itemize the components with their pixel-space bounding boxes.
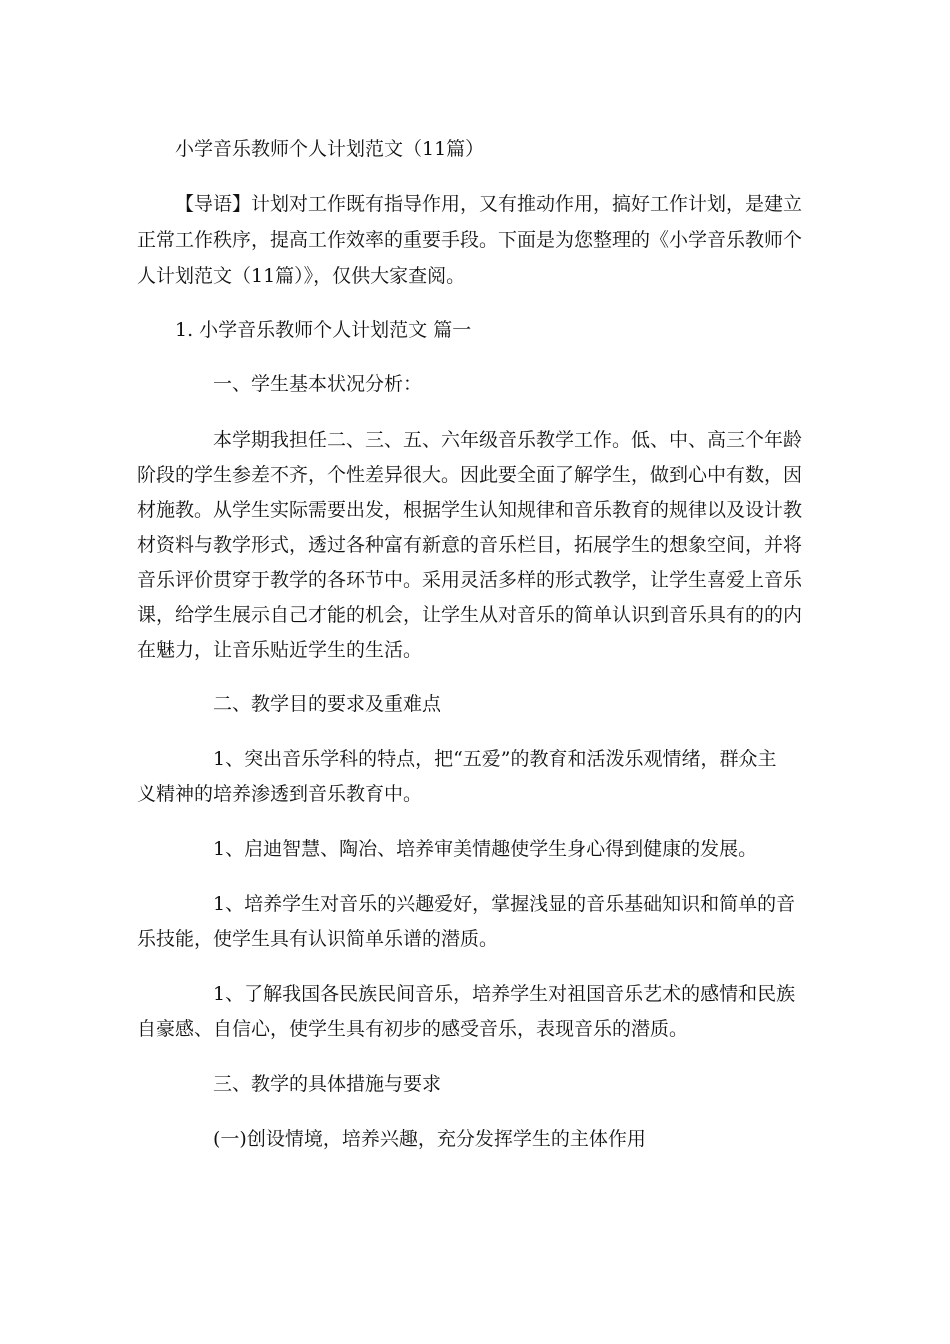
- paragraph-line: 音乐评价贯穿于教学的各环节中。采用灵活多样的形式教学，让学生喜爱上音乐: [137, 569, 803, 591]
- paragraph-line: 本学期我担任二、三、五、六年级音乐教学工作。低、中、高三个年龄: [213, 429, 803, 451]
- intro-line: 正常工作秩序，提高工作效率的重要手段。下面是为您整理的《小学音乐教师个: [137, 229, 803, 251]
- paragraph-line: 阶段的学生参差不齐，个性差异很大。因此要全面了解学生，做到心中有数，因: [137, 464, 803, 486]
- document-title: 小学音乐教师个人计划范文（11篇）: [175, 138, 485, 160]
- intro-line: 【导语】计划对工作既有指导作用，又有推动作用，搞好工作计划，是建立: [175, 193, 803, 215]
- paragraph-line: 课，给学生展示自己才能的机会，让学生从对音乐的简单认识到音乐具有的的内: [137, 604, 803, 626]
- paragraph-line: 材施教。从学生实际需要出发，根据学生认知规律和音乐教育的规律以及设计教: [137, 499, 803, 521]
- measure-heading: (一)创设情境，培养兴趣，充分发挥学生的主体作用: [213, 1128, 646, 1150]
- section-heading: 1. 小学音乐教师个人计划范文 篇一: [175, 319, 472, 341]
- paragraph-line: 1、突出音乐学科的特点，把“五爱”的教育和活泼乐观情绪，群众主: [213, 748, 777, 770]
- paragraph-line: 自豪感、自信心，使学生具有初步的感受音乐，表现音乐的潜质。: [137, 1018, 689, 1040]
- paragraph-line: 1、了解我国各民族民间音乐，培养学生对祖国音乐艺术的感情和民族: [213, 983, 796, 1005]
- paragraph-line: 义精神的培养渗透到音乐教育中。: [137, 783, 423, 805]
- paragraph-line: 在魅力，让音乐贴近学生的生活。: [137, 639, 423, 661]
- part-3-heading: 三、教学的具体措施与要求: [213, 1073, 442, 1095]
- part-2-heading: 二、教学目的要求及重难点: [213, 693, 442, 715]
- part-1-heading: 一、学生基本状况分析：: [213, 373, 423, 395]
- paragraph-line: 材资料与教学形式，透过各种富有新意的音乐栏目，拓展学生的想象空间，并将: [137, 534, 803, 556]
- intro-line: 人计划范文（11篇）》，仅供大家查阅。: [137, 265, 466, 287]
- paragraph-line: 1、培养学生对音乐的兴趣爱好，掌握浅显的音乐基础知识和简单的音: [213, 893, 796, 915]
- paragraph-line: 乐技能，使学生具有认识简单乐谱的潜质。: [137, 928, 499, 950]
- paragraph-line: 1、启迪智慧、陶冶、培养审美情趣使学生身心得到健康的发展。: [213, 838, 758, 860]
